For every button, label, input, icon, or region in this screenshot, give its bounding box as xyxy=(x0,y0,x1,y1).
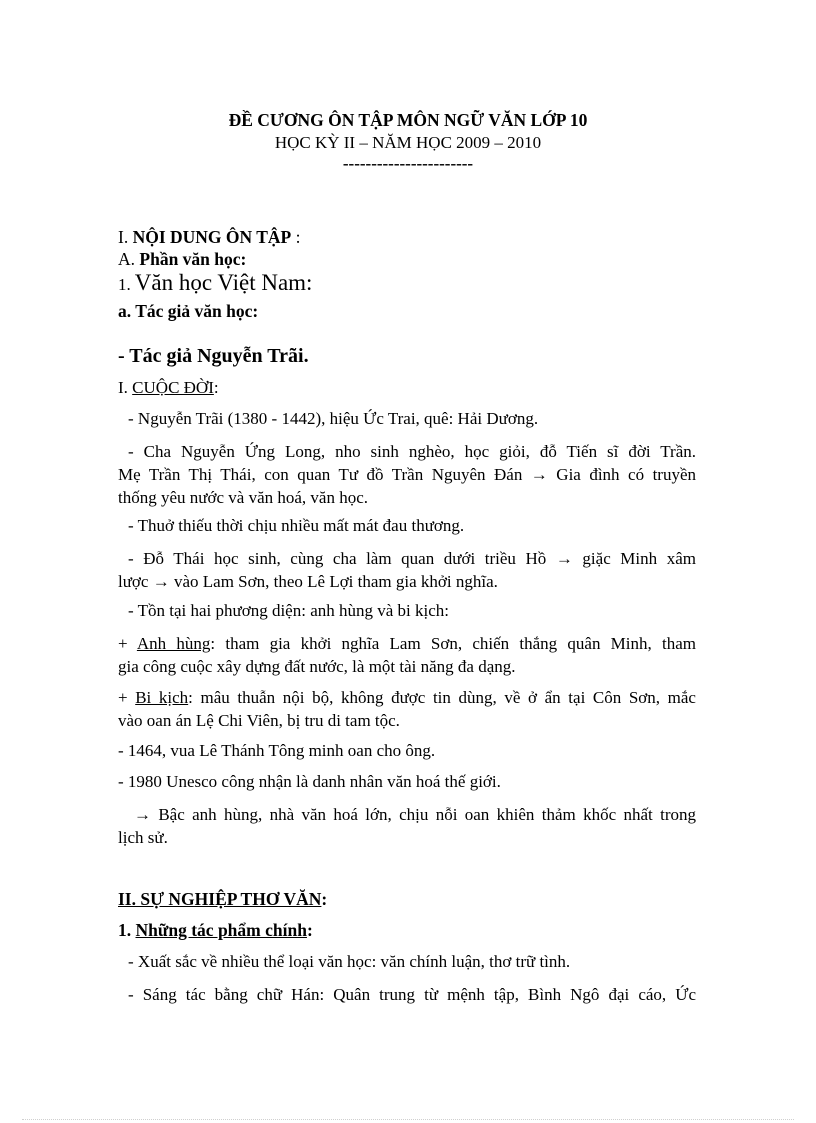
life-hero xyxy=(118,632,696,678)
life-tragedy-plus: + xyxy=(118,688,136,707)
subsection-a-prefix: a. xyxy=(118,301,132,321)
section1-heading xyxy=(118,227,300,248)
life-item-2 xyxy=(118,440,696,509)
career-sub-heading-text: Những tác phẩm chính xyxy=(135,920,307,940)
document-subtitle: HỌC KỲ II – NĂM HỌC 2009 – 2010 xyxy=(274,133,542,152)
life-hero-line-2: gia công cuộc xây dựng đất nước, là một tài năng đa dạng. xyxy=(118,657,516,676)
life-hero-rest: : tham gia khởi nghĩa Lam Sơn, chiến thắng quân Minh, tham xyxy=(210,634,696,653)
life-item-6: - 1464, vua Lê Thánh Tông minh oan cho ông. xyxy=(118,741,436,760)
career-item-1: - Xuất sắc về nhiều thể loại văn học: văn chính luận, thơ trữ tình. xyxy=(128,952,571,971)
life-hero-line-1 xyxy=(118,632,696,655)
life-colon: : xyxy=(213,378,219,397)
life-heading xyxy=(118,378,219,398)
life-conclusion xyxy=(118,803,696,849)
life-item-3: - Thuở thiếu thời chịu nhiều mất mát đau thương. xyxy=(128,516,465,535)
life-tragedy-rest: : mâu thuẫn nội bộ, không được tin dùng, về ở ẩn tại Côn Sơn, mắc xyxy=(188,688,696,707)
life-item-7: - 1980 Unesco công nhận là danh nhân văn hoá thế giới. xyxy=(118,772,501,791)
life-conclusion-line-2: lịch sử. xyxy=(118,828,168,847)
part-a-heading xyxy=(118,249,246,270)
life-hero-plus: + xyxy=(118,634,137,653)
life-item-4-line-2: lược → vào Lam Sơn, theo Lê Lợi tham gia khởi nghĩa. xyxy=(118,572,498,591)
career-item-2-line-1: - Sáng tác bằng chữ Hán: Quân trung từ mệnh tập, Bình Ngô đại cáo, Ức xyxy=(128,985,696,1004)
subsection-a-heading xyxy=(118,301,258,322)
title-divider: ----------------------- xyxy=(342,154,474,173)
section1-colon: : xyxy=(291,227,301,247)
life-number: I. xyxy=(118,378,128,397)
subsection-1-heading xyxy=(118,270,312,296)
life-item-2-line-2: Mẹ Trần Thị Thái, con quan Tư đồ Trần Nguyên Đán → Gia đình có truyền xyxy=(118,465,696,484)
life-item-4 xyxy=(118,547,696,593)
life-item-2-line-1: - Cha Nguyễn Ứng Long, nho sinh nghèo, học giỏi, đỗ Tiến sĩ đời Trần. xyxy=(128,442,696,461)
section1-number: I. xyxy=(118,227,129,247)
career-colon: : xyxy=(321,889,328,909)
career-sub-colon: : xyxy=(306,920,313,940)
part-a-prefix: A. xyxy=(118,249,136,269)
page-bottom-divider xyxy=(22,1119,794,1120)
career-heading-text: II. SỰ NGHIỆP THƠ VĂN xyxy=(118,889,322,909)
subsection-1-number: 1. xyxy=(118,275,131,294)
career-item-2 xyxy=(118,983,696,1006)
life-hero-term: Anh hùng xyxy=(136,634,211,653)
life-item-2-line-3: thống yêu nước và văn hoá, văn học. xyxy=(118,488,368,507)
life-tragedy-line-1 xyxy=(118,686,696,709)
life-item-5: - Tồn tại hai phương diện: anh hùng và bi kịch: xyxy=(128,601,449,620)
subsection-1-label: Văn học Việt Nam: xyxy=(134,270,313,295)
author-title: - Tác giả Nguyễn Trãi. xyxy=(118,345,309,367)
life-item-1: - Nguyễn Trãi (1380 - 1442), hiệu Ức Trai, quê: Hải Dương. xyxy=(128,409,539,428)
part-a-label: Phần văn học: xyxy=(139,249,247,269)
section1-heading-text: NỘI DUNG ÔN TẬP xyxy=(132,227,292,247)
life-tragedy-term: Bi kịch xyxy=(135,688,189,707)
life-item-4-line-1: - Đỗ Thái học sinh, cùng cha làm quan dưới triều Hồ → giặc Minh xâm xyxy=(128,549,696,568)
career-heading xyxy=(118,889,327,910)
career-subheading xyxy=(118,920,313,941)
life-tragedy xyxy=(118,686,696,732)
life-heading-text: CUỘC ĐỜI xyxy=(132,378,214,397)
career-sub-number: 1. xyxy=(118,920,132,940)
document-title: ĐỀ CƯƠNG ÔN TẬP MÔN NGỮ VĂN LỚP 10 xyxy=(228,110,588,130)
subsection-a-label: Tác giả văn học: xyxy=(135,301,259,321)
life-conclusion-line-1: → Bậc anh hùng, nhà văn hoá lớn, chịu nỗi oan khiên thảm khốc nhất trong xyxy=(134,805,696,824)
life-tragedy-line-2: vào oan án Lệ Chi Viên, bị tru di tam tộc. xyxy=(118,711,400,730)
